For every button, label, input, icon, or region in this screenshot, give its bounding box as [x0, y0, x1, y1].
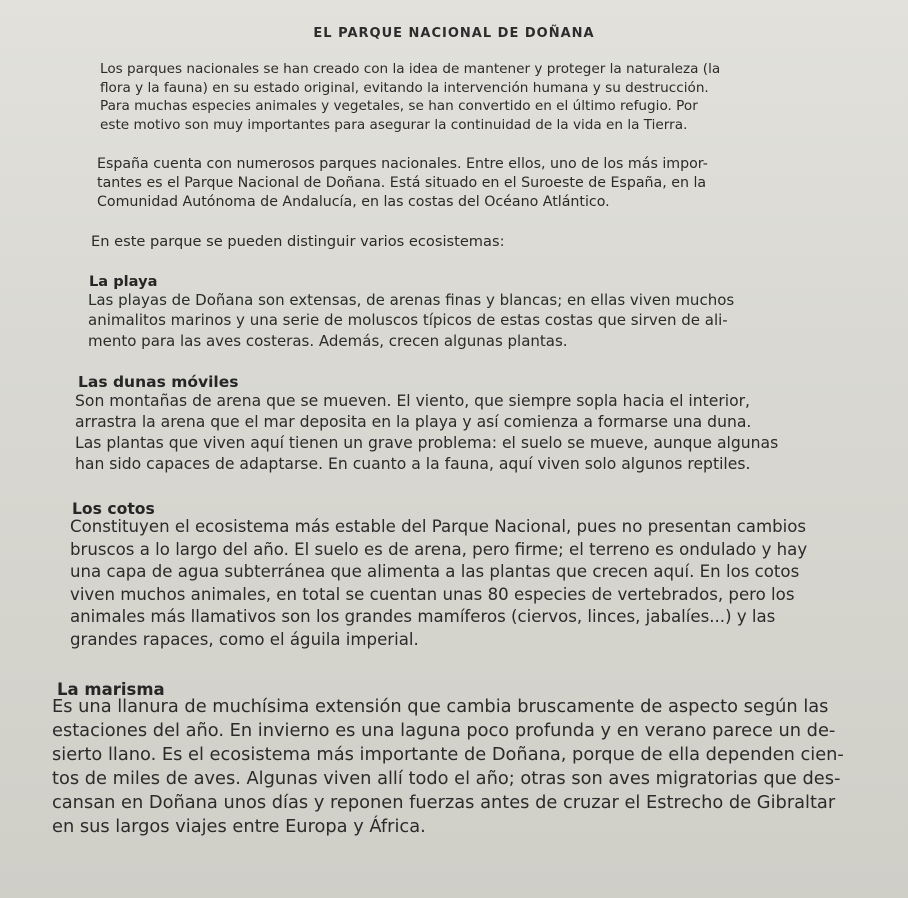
section-paragraph-dunas: [75, 391, 778, 475]
text-line: tos de miles de aves. Algunas viven allí todo el año; otras son aves migratorias que des-: [52, 768, 841, 789]
intro-paragraph-3: [91, 232, 505, 251]
section-heading-marisma: La marisma: [57, 680, 165, 699]
text-line: Constituyen el ecosistema más estable del Parque Nacional, pues no presentan cambios: [70, 517, 807, 536]
section-heading-dunas: Las dunas móviles: [78, 373, 239, 391]
text-line: animalitos marinos y una serie de moluscos típicos de estas costas que sirven de ali-: [88, 311, 728, 330]
intro-paragraph-1: [100, 60, 720, 134]
text-line: En este parque se pueden distinguir varios ecosistemas:: [91, 233, 505, 250]
text-line: viven muchos animales, en total se cuentan unas 80 especies de vertebrados, pero los: [70, 584, 795, 604]
text-line: bruscos a lo largo del año. El suelo es de arena, pero firme; el terreno es ondulado y hay: [70, 539, 808, 559]
text-line: flora y la fauna) en su estado original, evitando la intervención humana y su destrucción.: [100, 79, 709, 96]
section-paragraph-cotos: [70, 516, 807, 651]
text-line: en sus largos viajes entre Europa y África.: [52, 816, 426, 837]
page-title: EL PARQUE NACIONAL DE DOÑANA: [313, 26, 595, 41]
text-line: este motivo son muy importantes para asegurar la continuidad de la vida en la Tierra.: [100, 116, 688, 133]
text-line: Es una llanura de muchísima extensión que cambia bruscamente de aspecto según las: [52, 696, 829, 717]
section-paragraph-playa: [88, 290, 734, 351]
text-line: grandes rapaces, como el águila imperial.: [70, 629, 419, 649]
text-line: Los parques nacionales se han creado con la idea de mantener y proteger la naturaleza (la: [100, 61, 721, 77]
text-line: arrastra la arena que el mar deposita en la playa y así comienza a formarse una duna.: [75, 413, 752, 431]
section-heading-playa: La playa: [89, 273, 158, 290]
text-line: cansan en Doñana unos días y reponen fuerzas antes de cruzar el Estrecho de Gibraltar: [52, 792, 836, 813]
text-line: una capa de agua subterránea que alimenta a las plantas que crecen aquí. En los cotos: [70, 562, 800, 581]
text-line: Son montañas de arena que se mueven. El viento, que siempre sopla hacia el interior,: [75, 392, 751, 410]
intro-paragraph-2: [97, 155, 708, 213]
text-line: mento para las aves costeras. Además, crecen algunas plantas.: [88, 331, 568, 350]
text-line: Comunidad Autónoma de Andalucía, en las costas del Océano Atlántico.: [97, 194, 610, 211]
text-line: Para muchas especies animales y vegetales, se han convertido en el último refugio. Por: [100, 98, 698, 114]
section-paragraph-marisma: [52, 695, 844, 839]
section-heading-cotos: Los cotos: [72, 500, 155, 518]
text-line: España cuenta con numerosos parques nacionales. Entre ellos, uno de los más impor-: [97, 156, 708, 172]
text-line: sierto llano. Es el ecosistema más importante de Doñana, porque de ella dependen cien-: [52, 744, 844, 765]
text-line: han sido capaces de adaptarse. En cuanto a la fauna, aquí viven solo algunos reptiles.: [75, 455, 751, 473]
text-line: estaciones del año. En invierno es una laguna poco profunda y en verano parece un de-: [52, 720, 836, 741]
text-line: Las playas de Doñana son extensas, de arenas finas y blancas; en ellas viven muchos: [88, 291, 735, 309]
text-line: Las plantas que viven aquí tienen un grave problema: el suelo se mueve, aunque algunas: [75, 434, 779, 452]
text-line: animales más llamativos son los grandes mamíferos (ciervos, linces, jabalíes...) y las: [70, 607, 776, 626]
text-line: tantes es el Parque Nacional de Doñana. Está situado en el Suroeste de España, en la: [97, 175, 707, 192]
